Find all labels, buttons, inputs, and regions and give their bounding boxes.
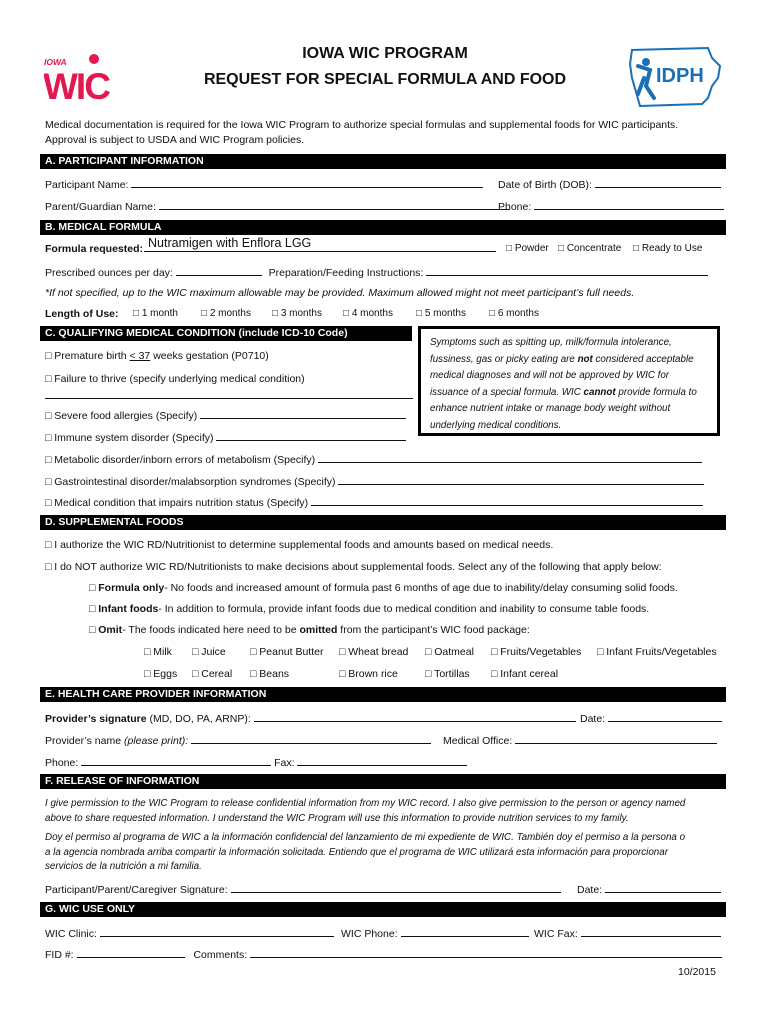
section-b-header: B. MEDICAL FORMULA <box>40 220 726 235</box>
wic-clinic-label: WIC Clinic: <box>45 928 97 940</box>
note-line-5: enhance nutrient intake or manage body weight without <box>430 403 671 414</box>
provider-signature-label: Provider’s signature <box>45 713 147 725</box>
participant-name-label: Participant Name: <box>45 179 129 191</box>
section-f-header: F. RELEASE OF INFORMATION <box>40 774 726 789</box>
phone-a-label: Phone: <box>498 201 532 213</box>
medical-field[interactable] <box>311 495 703 506</box>
fid-row <box>45 947 722 961</box>
infant-foods-checkbox[interactable]: □ Infant foods- In addition to formula, provide infant foods due to medical condition and inability to consume table foods. <box>89 603 650 615</box>
provider-date-label: Date: <box>580 713 606 725</box>
food-cereal[interactable]: □ Cereal <box>192 668 233 680</box>
parent-field[interactable] <box>159 199 509 210</box>
wic-fax-field[interactable] <box>581 926 721 937</box>
immune-row <box>45 430 406 444</box>
symptoms-note-box <box>418 326 720 436</box>
page-title: IOWA WIC PROGRAM <box>302 45 468 62</box>
medical-checkbox[interactable]: □ Medical condition that impairs nutrition status (Specify) <box>45 497 309 509</box>
note-line-6: underlying medical conditions. <box>430 419 562 431</box>
provider-fax-field[interactable] <box>297 755 467 766</box>
ounces-row <box>45 265 708 279</box>
food-beans[interactable]: □ Beans <box>250 668 290 680</box>
provider-phone-field[interactable] <box>81 755 271 766</box>
caregiver-date-label: Date: <box>577 884 603 896</box>
allergy-row <box>45 408 406 422</box>
caregiver-signature-field[interactable] <box>231 882 561 893</box>
food-infant-fruits-vegetables[interactable]: □ Infant Fruits/Vegetables <box>597 646 717 658</box>
wic-fax-label: WIC Fax: <box>534 928 578 940</box>
wic-clinic-row <box>45 926 334 940</box>
note-line-4: issuance of a special formula. WIC cannot provide formula to <box>430 386 697 398</box>
phone-a-row <box>498 199 724 213</box>
provider-fax-label: Fax: <box>274 757 295 769</box>
wic-phone-field[interactable] <box>401 926 529 937</box>
formula-field-line[interactable] <box>144 251 496 252</box>
length-5-months[interactable]: □ 5 months <box>416 308 466 319</box>
not-authorize-checkbox[interactable]: □ I do NOT authorize WIC RD/Nutritionists to make decisions about supplemental foods. Select any of the following that apply below: <box>45 561 662 573</box>
office-field[interactable] <box>515 733 717 744</box>
section-a-header: A. PARTICIPANT INFORMATION <box>40 154 726 169</box>
release-spanish: Doy el permiso al programa de WIC a la información confidencial del lanzamiento de mi expediente de WIC. También doy el permiso a la persona o a la agencia nombrada arriba compartir la información solicitada. Entiendo que el programa de WIC utilizará esta información para proporcionar servicios de la nutrición a mi familia. <box>45 832 686 872</box>
food-brown-rice[interactable]: □ Brown rice <box>339 668 398 680</box>
wic-phone-label: WIC Phone: <box>341 928 398 940</box>
provider-name-row: Provider’s name (please print): <box>45 733 431 747</box>
gi-row <box>45 474 704 488</box>
idph-logo <box>628 44 724 108</box>
food-fruits-vegetables[interactable]: □ Fruits/Vegetables <box>491 646 582 658</box>
dob-label: Date of Birth (DOB): <box>498 179 592 191</box>
caregiver-date-row <box>577 882 721 896</box>
participant-name-row <box>45 177 483 191</box>
prep-field[interactable] <box>426 265 708 276</box>
page-subtitle: REQUEST FOR SPECIAL FORMULA AND FOOD <box>203 71 567 88</box>
participant-name-field[interactable] <box>131 177 483 188</box>
concentrate-checkbox[interactable]: □ Concentrate <box>558 243 622 254</box>
office-row <box>443 733 717 747</box>
food-infant-cereal[interactable]: □ Infant cereal <box>491 668 559 680</box>
note-line-2: fussiness, gas or picky eating are not considered acceptable <box>430 353 694 365</box>
ftt-checkbox[interactable]: □ Failure to thrive (specify underlying medical condition) <box>45 373 305 385</box>
revision-date: 10/2015 <box>678 966 716 978</box>
powder-checkbox[interactable]: □ Powder <box>506 243 549 254</box>
authorize-checkbox[interactable]: □ I authorize the WIC RD/Nutritionist to determine supplemental foods and amounts based on medical needs. <box>45 539 554 551</box>
length-3-months[interactable]: □ 3 months <box>272 308 322 319</box>
idph-text: IDPH <box>656 65 704 87</box>
ounces-field[interactable] <box>176 265 262 276</box>
formula-value[interactable]: Nutramigen with Enflora LGG <box>148 236 312 250</box>
section-c-header: C. QUALIFYING MEDICAL CONDITION (include ICD-10 Code) <box>40 326 412 341</box>
note-line-3: medical diagnoses and will not be approved by WIC for <box>430 370 670 381</box>
food-wheat-bread[interactable]: □ Wheat bread <box>339 646 409 658</box>
premature-checkbox[interactable]: □ Premature birth < 37 weeks gestation (P0710) <box>45 350 269 362</box>
fid-field[interactable] <box>77 947 185 958</box>
ftt-field[interactable] <box>45 398 413 399</box>
wic-fax-row <box>534 926 721 940</box>
release-english: I give permission to the WIC Program to release confidential information from my WIC record. I also give permission to the person or agency named above to share requested information. I understand the WIC Program will use this information to provide nutrition services to my family. <box>45 798 686 824</box>
fid-label: FID #: <box>45 949 74 961</box>
note-line-1: Symptoms such as spitting up, milk/formula intolerance, <box>430 337 672 348</box>
ready-to-use-checkbox[interactable]: □ Ready to Use <box>633 243 703 254</box>
comments-label: Comments: <box>193 949 248 961</box>
length-6-months[interactable]: □ 6 months <box>489 308 539 319</box>
provider-signature-field[interactable] <box>254 711 576 722</box>
parent-row <box>45 199 509 213</box>
formula-only-checkbox[interactable]: □ Formula only- No foods and increased amount of formula past 6 months of age due to inability/delay consuming solid foods. <box>89 582 678 594</box>
phone-a-field[interactable] <box>534 199 724 210</box>
section-e-header: E. HEALTH CARE PROVIDER INFORMATION <box>40 687 726 702</box>
intro-line-2: Approval is subject to USDA and WIC Program policies. <box>45 134 305 146</box>
food-milk[interactable]: □ Milk <box>144 646 172 658</box>
immune-field[interactable] <box>216 430 406 441</box>
length-1-month[interactable]: □ 1 month <box>133 308 178 319</box>
prep-label: Preparation/Feeding Instructions: <box>268 267 424 279</box>
provider-date-field[interactable] <box>608 711 722 722</box>
length-2-months[interactable]: □ 2 months <box>201 308 251 319</box>
gi-field[interactable] <box>338 474 704 485</box>
metabolic-field[interactable] <box>318 452 702 463</box>
food-tortillas[interactable]: □ Tortillas <box>425 668 470 680</box>
metabolic-checkbox[interactable]: □ Metabolic disorder/inborn errors of metabolism (Specify) <box>45 454 316 466</box>
food-juice[interactable]: □ Juice <box>192 646 226 658</box>
medical-row <box>45 495 703 509</box>
allergy-checkbox[interactable]: □ Severe food allergies (Specify) <box>45 410 198 422</box>
length-label: Length of Use: <box>45 308 119 320</box>
section-g-header: G. WIC USE ONLY <box>40 902 726 917</box>
office-label: Medical Office: <box>443 735 513 747</box>
dob-row <box>498 177 721 191</box>
length-4-months[interactable]: □ 4 months <box>343 308 393 319</box>
caregiver-signature-label: Participant/Parent/Caregiver Signature: <box>45 884 228 896</box>
allergy-field[interactable] <box>200 408 406 419</box>
formula-label: Formula requested: <box>45 243 144 255</box>
caregiver-signature-row <box>45 882 561 896</box>
wic-phone-row <box>341 926 529 940</box>
provider-phone-label: Phone: <box>45 757 79 769</box>
iowa-map-icon <box>628 44 724 108</box>
provider-date-row <box>580 711 722 725</box>
gi-checkbox[interactable]: □ Gastrointestinal disorder/malabsorption syndromes (Specify) <box>45 476 336 488</box>
intro-line-1: Medical documentation is required for the Iowa WIC Program to authorize special formulas and supplemental foods for WIC participants. <box>45 119 679 131</box>
wic-clinic-field[interactable] <box>100 926 334 937</box>
metabolic-row <box>45 452 702 466</box>
omit-checkbox[interactable]: □ Omit- The foods indicated here need to be omitted from the participant’s WIC food package: <box>89 624 530 636</box>
food-oatmeal[interactable]: □ Oatmeal <box>425 646 474 658</box>
logo-big-text: WIC <box>44 66 109 104</box>
provider-signature-row: Provider’s signature (MD, DO, PA, ARNP): <box>45 711 576 725</box>
provider-phone-row <box>45 755 467 769</box>
provider-name-field[interactable] <box>191 733 431 744</box>
ounces-label: Prescribed ounces per day: <box>45 267 173 279</box>
food-eggs[interactable]: □ Eggs <box>144 668 178 680</box>
immune-checkbox[interactable]: □ Immune system disorder (Specify) <box>45 432 214 444</box>
food-peanut-butter[interactable]: □ Peanut Butter <box>250 646 324 658</box>
logo-small-text: IOWA <box>44 57 67 67</box>
formula-note: *If not specified, up to the WIC maximum allowable may be provided. Maximum allowed might not meet participant’s full needs. <box>45 287 635 299</box>
dob-field[interactable] <box>595 177 721 188</box>
comments-field[interactable] <box>250 947 722 958</box>
caregiver-date-field[interactable] <box>605 882 721 893</box>
parent-label: Parent/Guardian Name: <box>45 201 156 213</box>
section-d-header: D. SUPPLEMENTAL FOODS <box>40 515 726 530</box>
